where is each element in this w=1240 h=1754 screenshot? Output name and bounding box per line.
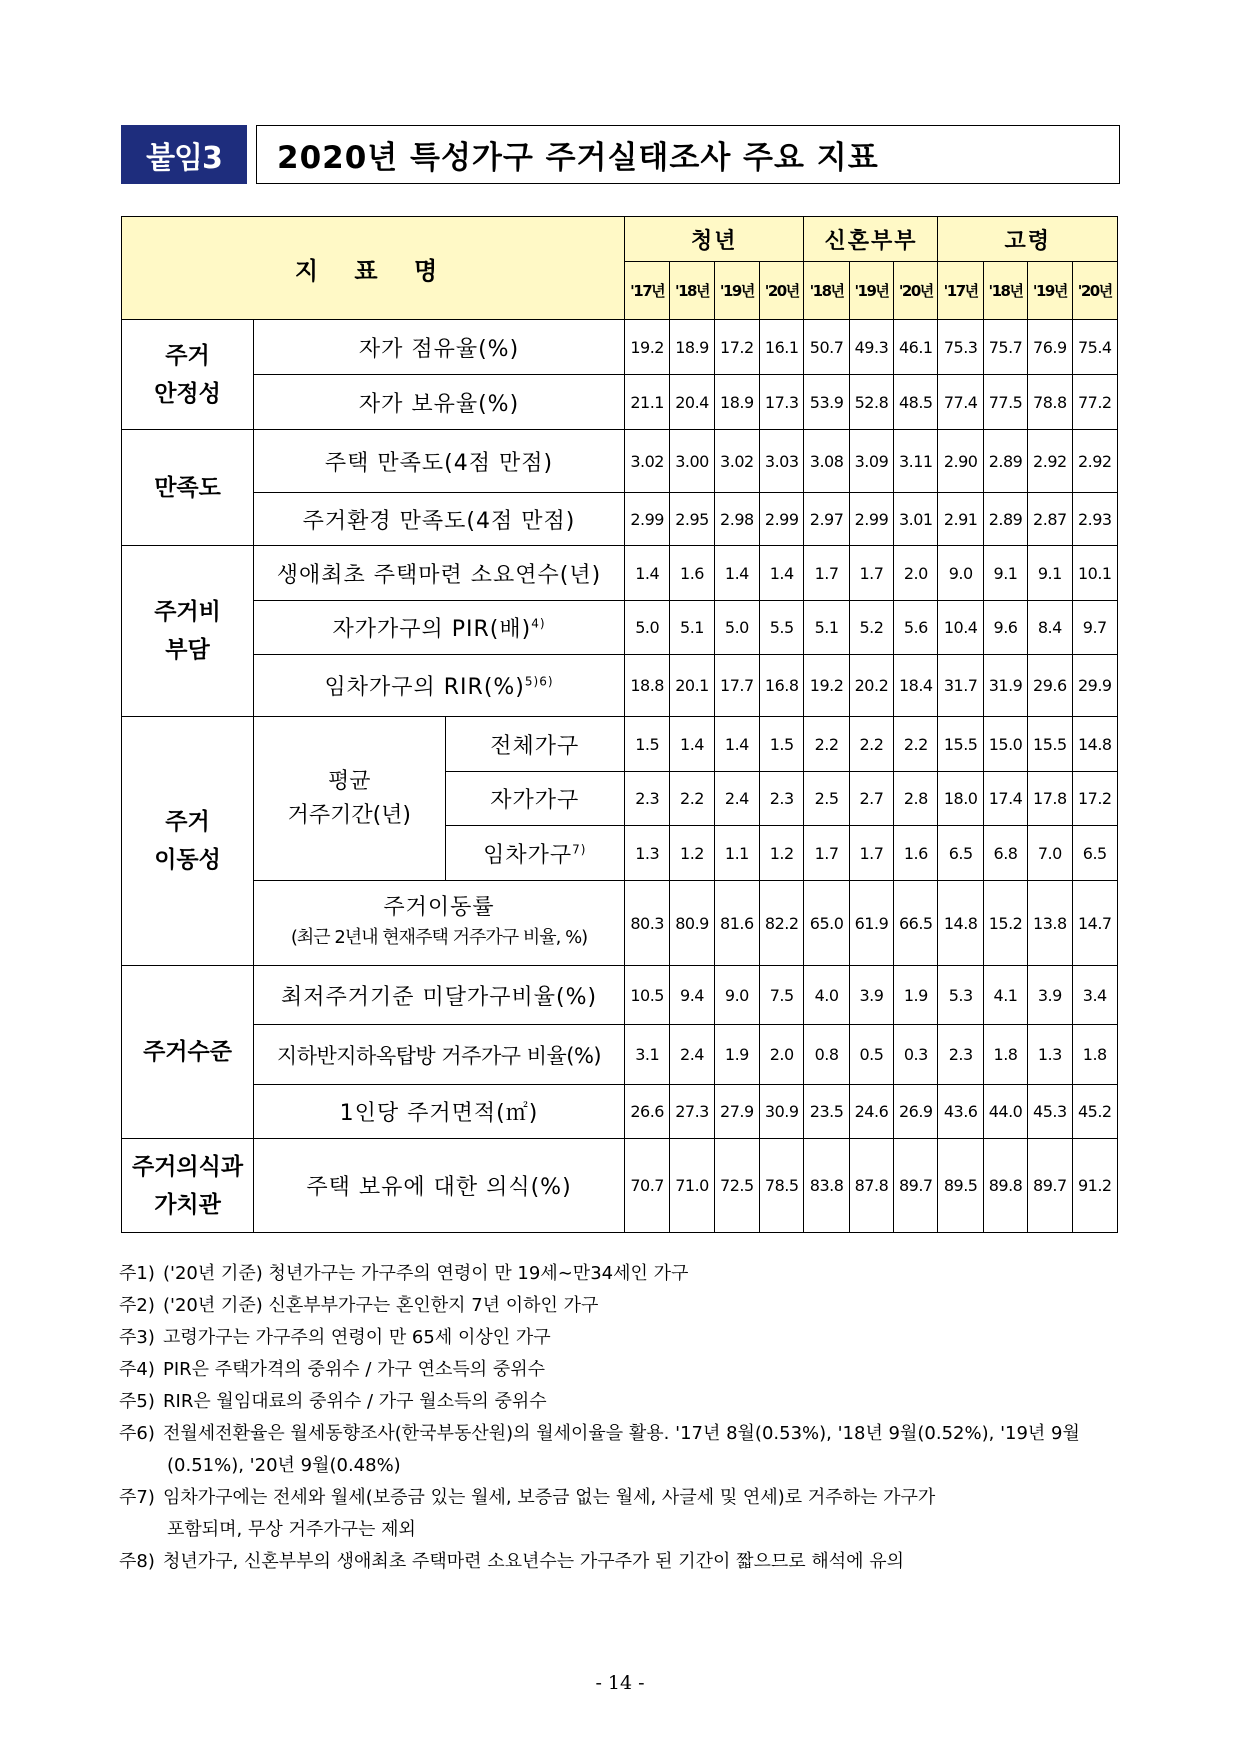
value-cell: 91.2 [1072, 1139, 1117, 1233]
footnote-key: 주7) [119, 1487, 155, 1508]
value-cell: 27.9 [714, 1085, 759, 1139]
footnote [119, 1290, 1124, 1322]
value-cell: 1.7 [849, 546, 893, 601]
value-cell: 18.9 [714, 375, 759, 430]
value-cell: 9.6 [983, 601, 1027, 655]
value-cell: 3.02 [624, 430, 669, 493]
value-cell: 2.0 [894, 546, 938, 601]
value-cell: 77.4 [938, 375, 983, 430]
value-cell: 1.3 [1028, 1025, 1072, 1085]
value-cell: 15.5 [938, 717, 983, 772]
value-cell: 2.3 [760, 772, 804, 826]
year-header: '17년 [938, 262, 983, 320]
value-cell: 1.4 [714, 717, 759, 772]
value-cell: 45.2 [1072, 1085, 1117, 1139]
value-cell: 1.2 [670, 826, 714, 881]
year-header: '18년 [983, 262, 1027, 320]
value-cell: 2.7 [849, 772, 893, 826]
value-cell: 2.4 [670, 1025, 714, 1085]
value-cell: 16.1 [760, 320, 804, 375]
value-cell: 2.2 [670, 772, 714, 826]
value-cell: 5.1 [670, 601, 714, 655]
value-cell: 18.4 [894, 655, 938, 717]
value-cell: 81.6 [714, 881, 759, 966]
value-cell: 23.5 [804, 1085, 849, 1139]
footnote-key: 주6) [119, 1423, 155, 1444]
footnote-text: 임차가구에는 전세와 월세(보증금 있는 월세, 보증금 없는 월세, 사글세 및 연세)로 거주하는 가구가 [163, 1487, 936, 1508]
value-cell: 2.3 [938, 1025, 983, 1085]
value-cell: 1.2 [760, 826, 804, 881]
value-cell: 1.9 [714, 1025, 759, 1085]
value-cell: 6.8 [983, 826, 1027, 881]
value-cell: 83.8 [804, 1139, 849, 1233]
value-cell: 9.4 [670, 966, 714, 1025]
value-cell: 72.5 [714, 1139, 759, 1233]
value-cell: 2.0 [760, 1025, 804, 1085]
value-cell: 30.9 [760, 1085, 804, 1139]
indicator-label: 최저주거기준 미달가구비율(%) [254, 966, 625, 1025]
page-header [121, 125, 1120, 184]
value-cell: 10.5 [624, 966, 669, 1025]
value-cell: 14.8 [938, 881, 983, 966]
attachment-badge: 붙임3 [121, 125, 247, 184]
value-cell: 1.7 [804, 546, 849, 601]
category-mobility: 주거 이동성 [122, 717, 254, 966]
value-cell: 1.5 [624, 717, 669, 772]
value-cell: 1.5 [760, 717, 804, 772]
value-cell: 2.87 [1028, 493, 1072, 546]
value-cell: 3.03 [760, 430, 804, 493]
footnote-continuation: 포함되며, 무상 거주가구는 제외 [167, 1519, 416, 1540]
value-cell: 82.2 [760, 881, 804, 966]
value-cell: 65.0 [804, 881, 849, 966]
value-cell: 0.3 [894, 1025, 938, 1085]
value-cell: 10.4 [938, 601, 983, 655]
value-cell: 1.4 [670, 717, 714, 772]
value-cell: 9.0 [938, 546, 983, 601]
value-cell: 5.1 [804, 601, 849, 655]
value-cell: 10.1 [1072, 546, 1117, 601]
value-cell: 24.6 [849, 1085, 893, 1139]
value-cell: 20.2 [849, 655, 893, 717]
value-cell: 1.4 [760, 546, 804, 601]
page-number: - 14 - [595, 1672, 645, 1694]
footnote-text: 전월세전환율은 월세동향조사(한국부동산원)의 월세이율을 활용. '17년 8월(0.53%), '18년 9월(0.52%), '19년 9월 [163, 1423, 1080, 1444]
value-cell: 43.6 [938, 1085, 983, 1139]
value-cell: 2.98 [714, 493, 759, 546]
value-cell: 71.0 [670, 1139, 714, 1233]
table-row [122, 1025, 1118, 1085]
indicator-label: 주택 보유에 대한 의식(%) [254, 1139, 625, 1233]
value-cell: 89.7 [894, 1139, 938, 1233]
value-cell: 52.8 [849, 375, 893, 430]
indicator-name-header: 지 표 명 [122, 217, 625, 320]
value-cell: 29.6 [1028, 655, 1072, 717]
value-cell: 18.8 [624, 655, 669, 717]
value-cell: 15.5 [1028, 717, 1072, 772]
footnote-key: 주5) [119, 1391, 155, 1412]
indicator-label: 자가가구 [445, 772, 624, 826]
value-cell: 5.3 [938, 966, 983, 1025]
value-cell: 5.2 [849, 601, 893, 655]
value-cell: 50.7 [804, 320, 849, 375]
value-cell: 17.2 [714, 320, 759, 375]
footnotes [119, 1258, 1124, 1578]
footnote-text: 청년가구, 신혼부부의 생애최초 주택마련 소요년수는 가구주가 된 기간이 짧으므로 해석에 유의 [163, 1551, 905, 1572]
header-row-groups [122, 217, 1118, 262]
value-cell: 16.8 [760, 655, 804, 717]
value-cell: 7.5 [760, 966, 804, 1025]
value-cell: 1.3 [624, 826, 669, 881]
value-cell: 61.9 [849, 881, 893, 966]
value-cell: 76.9 [1028, 320, 1072, 375]
footnote [119, 1258, 1124, 1290]
value-cell: 1.6 [894, 826, 938, 881]
value-cell: 9.1 [1028, 546, 1072, 601]
value-cell: 1.7 [849, 826, 893, 881]
category-stability: 주거 안정성 [122, 320, 254, 430]
value-cell: 17.2 [1072, 772, 1117, 826]
value-cell: 2.5 [804, 772, 849, 826]
value-cell: 6.5 [1072, 826, 1117, 881]
table-row [122, 1139, 1118, 1233]
value-cell: 2.99 [760, 493, 804, 546]
value-cell: 6.5 [938, 826, 983, 881]
value-cell: 2.99 [849, 493, 893, 546]
page-title: 2020년 특성가구 주거실태조사 주요 지표 [256, 125, 1120, 184]
category-values: 주거의식과 가치관 [122, 1139, 254, 1233]
value-cell: 3.08 [804, 430, 849, 493]
value-cell: 2.3 [624, 772, 669, 826]
footnote-key: 주8) [119, 1551, 155, 1572]
value-cell: 5.5 [760, 601, 804, 655]
value-cell: 2.93 [1072, 493, 1117, 546]
table-row [122, 881, 1118, 966]
value-cell: 1.8 [983, 1025, 1027, 1085]
table-row [122, 375, 1118, 430]
value-cell: 2.92 [1072, 430, 1117, 493]
indicator-label: 지하반지하옥탑방 거주가구 비율(%) [254, 1025, 625, 1085]
category-level: 주거수준 [122, 966, 254, 1139]
footnote-key: 주3) [119, 1327, 155, 1348]
value-cell: 5.0 [714, 601, 759, 655]
value-cell: 2.99 [624, 493, 669, 546]
value-cell: 21.1 [624, 375, 669, 430]
value-cell: 3.9 [849, 966, 893, 1025]
value-cell: 1.4 [714, 546, 759, 601]
value-cell: 2.2 [804, 717, 849, 772]
value-cell: 2.95 [670, 493, 714, 546]
value-cell: 31.7 [938, 655, 983, 717]
value-cell: 70.7 [624, 1139, 669, 1233]
year-header: '18년 [670, 262, 714, 320]
value-cell: 78.5 [760, 1139, 804, 1233]
indicator-label: 1인당 주거면적(㎡) [254, 1085, 625, 1139]
value-cell: 19.2 [804, 655, 849, 717]
table-row [122, 493, 1118, 546]
year-header: '20년 [760, 262, 804, 320]
footnote [119, 1482, 1124, 1514]
value-cell: 13.8 [1028, 881, 1072, 966]
year-header: '20년 [894, 262, 938, 320]
value-cell: 5.0 [624, 601, 669, 655]
value-cell: 2.8 [894, 772, 938, 826]
value-cell: 66.5 [894, 881, 938, 966]
indicator-label: 전체가구 [445, 717, 624, 772]
value-cell: 46.1 [894, 320, 938, 375]
indicator-label: 생애최초 주택마련 소요연수(년) [254, 546, 625, 601]
value-cell: 49.3 [849, 320, 893, 375]
value-cell: 18.9 [670, 320, 714, 375]
group-youth: 청년 [624, 217, 803, 262]
value-cell: 3.1 [624, 1025, 669, 1085]
sub-avg-residence: 평균 거주기간(년) [254, 717, 446, 881]
footnote-key: 주1) [119, 1263, 155, 1284]
value-cell: 1.9 [894, 966, 938, 1025]
value-cell: 2.92 [1028, 430, 1072, 493]
value-cell: 17.8 [1028, 772, 1072, 826]
table-row [122, 966, 1118, 1025]
value-cell: 53.9 [804, 375, 849, 430]
footnote-text: PIR은 주택가격의 중위수 / 가구 연소득의 중위수 [163, 1359, 546, 1380]
value-cell: 89.5 [938, 1139, 983, 1233]
table-row [122, 717, 1118, 772]
value-cell: 5.6 [894, 601, 938, 655]
value-cell: 3.01 [894, 493, 938, 546]
footnote-continuation: (0.51%), '20년 9월(0.48%) [167, 1455, 401, 1476]
value-cell: 14.7 [1072, 881, 1117, 966]
value-cell: 3.02 [714, 430, 759, 493]
value-cell: 15.0 [983, 717, 1027, 772]
table-row [122, 430, 1118, 493]
value-cell: 89.8 [983, 1139, 1027, 1233]
footnote [119, 1418, 1124, 1450]
year-header: '19년 [714, 262, 759, 320]
indicator-label: 임차가구의 RIR(%)$^{5)6)}$ [254, 655, 625, 717]
footnote [119, 1386, 1124, 1418]
value-cell: 9.1 [983, 546, 1027, 601]
indicator-label: 자가 보유율(%) [254, 375, 625, 430]
group-elderly: 고령 [938, 217, 1118, 262]
value-cell: 26.9 [894, 1085, 938, 1139]
indicator-label: 임차가구$^{7)}$ [445, 826, 624, 881]
value-cell: 44.0 [983, 1085, 1027, 1139]
value-cell: 2.97 [804, 493, 849, 546]
value-cell: 3.9 [1028, 966, 1072, 1025]
footnote-text: RIR은 월임대료의 중위수 / 가구 월소득의 중위수 [163, 1391, 547, 1412]
value-cell: 1.6 [670, 546, 714, 601]
value-cell: 1.1 [714, 826, 759, 881]
value-cell: 45.3 [1028, 1085, 1072, 1139]
value-cell: 31.9 [983, 655, 1027, 717]
indicator-label: 주거환경 만족도(4점 만점) [254, 493, 625, 546]
table-row [122, 655, 1118, 717]
value-cell: 75.3 [938, 320, 983, 375]
value-cell: 3.09 [849, 430, 893, 493]
value-cell: 29.9 [1072, 655, 1117, 717]
value-cell: 20.1 [670, 655, 714, 717]
year-header: '20년 [1072, 262, 1117, 320]
value-cell: 20.4 [670, 375, 714, 430]
value-cell: 4.1 [983, 966, 1027, 1025]
value-cell: 2.2 [894, 717, 938, 772]
value-cell: 9.7 [1072, 601, 1117, 655]
value-cell: 80.3 [624, 881, 669, 966]
value-cell: 3.4 [1072, 966, 1117, 1025]
value-cell: 80.9 [670, 881, 714, 966]
indicator-label: 주택 만족도(4점 만점) [254, 430, 625, 493]
value-cell: 27.3 [670, 1085, 714, 1139]
value-cell: 9.0 [714, 966, 759, 1025]
footnote [119, 1546, 1124, 1578]
year-header: '19년 [1028, 262, 1072, 320]
value-cell: 2.91 [938, 493, 983, 546]
value-cell: 1.4 [624, 546, 669, 601]
indicator-label: 자가 점유율(%) [254, 320, 625, 375]
value-cell: 77.2 [1072, 375, 1117, 430]
value-cell: 15.2 [983, 881, 1027, 966]
value-cell: 2.2 [849, 717, 893, 772]
category-burden: 주거비 부담 [122, 546, 254, 717]
value-cell: 78.8 [1028, 375, 1072, 430]
value-cell: 19.2 [624, 320, 669, 375]
value-cell: 1.8 [1072, 1025, 1117, 1085]
value-cell: 2.89 [983, 430, 1027, 493]
value-cell: 14.8 [1072, 717, 1117, 772]
value-cell: 48.5 [894, 375, 938, 430]
value-cell: 0.5 [849, 1025, 893, 1085]
year-header: '17년 [624, 262, 669, 320]
indicator-label: 주거이동률 (최근 2년내 현재주택 거주가구 비율, %) [254, 881, 625, 966]
value-cell: 3.11 [894, 430, 938, 493]
indicator-table [121, 216, 1118, 1233]
value-cell: 87.8 [849, 1139, 893, 1233]
value-cell: 4.0 [804, 966, 849, 1025]
value-cell: 7.0 [1028, 826, 1072, 881]
value-cell: 26.6 [624, 1085, 669, 1139]
footnote [119, 1354, 1124, 1386]
value-cell: 18.0 [938, 772, 983, 826]
value-cell: 17.3 [760, 375, 804, 430]
value-cell: 2.4 [714, 772, 759, 826]
table-row [122, 601, 1118, 655]
value-cell: 89.7 [1028, 1139, 1072, 1233]
value-cell: 1.7 [804, 826, 849, 881]
footnote-key: 주2) [119, 1295, 155, 1316]
year-header: '18년 [804, 262, 849, 320]
value-cell: 17.4 [983, 772, 1027, 826]
value-cell: 8.4 [1028, 601, 1072, 655]
footnote [119, 1322, 1124, 1354]
footnote-text: 고령가구는 가구주의 연령이 만 65세 이상인 가구 [163, 1327, 551, 1348]
value-cell: 2.89 [983, 493, 1027, 546]
footnote-text: ('20년 기준) 청년가구는 가구주의 연령이 만 19세∼만34세인 가구 [163, 1263, 689, 1284]
value-cell: 17.7 [714, 655, 759, 717]
year-header: '19년 [849, 262, 893, 320]
value-cell: 2.90 [938, 430, 983, 493]
footnote-key: 주4) [119, 1359, 155, 1380]
value-cell: 75.7 [983, 320, 1027, 375]
table-row [122, 320, 1118, 375]
table-row [122, 546, 1118, 601]
value-cell: 75.4 [1072, 320, 1117, 375]
category-satisfaction: 만족도 [122, 430, 254, 546]
value-cell: 77.5 [983, 375, 1027, 430]
group-newlywed: 신혼부부 [804, 217, 938, 262]
footnote-text: ('20년 기준) 신혼부부가구는 혼인한지 7년 이하인 가구 [163, 1295, 599, 1316]
value-cell: 3.00 [670, 430, 714, 493]
value-cell: 0.8 [804, 1025, 849, 1085]
table-row [122, 1085, 1118, 1139]
indicator-label: 자가가구의 PIR(배)$^{4)}$ [254, 601, 625, 655]
